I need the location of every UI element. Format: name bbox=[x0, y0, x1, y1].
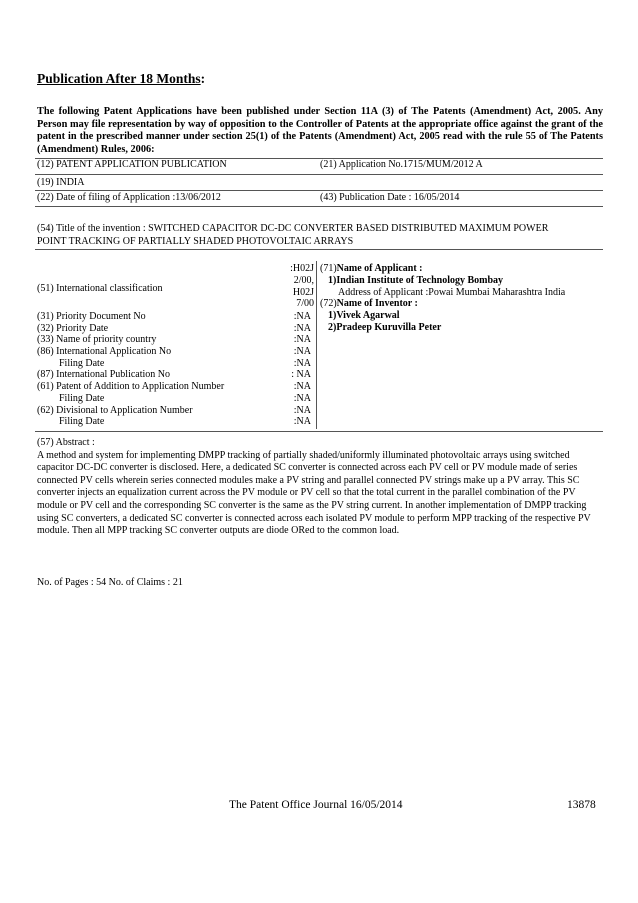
classification-values bbox=[270, 263, 314, 310]
publication-date: (43) Publication Date : 16/05/2014 bbox=[320, 192, 460, 203]
field-row bbox=[37, 323, 317, 335]
inventor-name: 1)Vivek Agarwal bbox=[328, 310, 400, 322]
classification-value: :H02J bbox=[290, 263, 314, 274]
filing-date: (22) Date of filing of Application :13/06/2012 bbox=[37, 192, 221, 203]
classification-value: 7/00 bbox=[296, 298, 314, 310]
invention-title bbox=[37, 223, 603, 248]
application-number: (21) Application No.1715/MUM/2012 A bbox=[320, 159, 483, 170]
pages-claims: No. of Pages : 54 No. of Claims : 21 bbox=[37, 577, 183, 588]
field-value: :NA bbox=[293, 334, 311, 346]
divider bbox=[35, 174, 603, 175]
field-label: (31) Priority Document No bbox=[37, 311, 146, 322]
inventor-code: (72) bbox=[320, 298, 337, 310]
field-value: : NA bbox=[291, 369, 311, 381]
section-title-colon: : bbox=[200, 71, 206, 86]
field-label: (33) Name of priority country bbox=[37, 334, 157, 346]
field-value: :NA bbox=[293, 357, 311, 369]
field-value: :NA bbox=[293, 322, 311, 334]
inventor-heading bbox=[320, 298, 565, 310]
applicant-name: 1)Indian Institute of Technology Bombay bbox=[328, 274, 504, 286]
field-label: (61) Patent of Addition to Application Number bbox=[37, 381, 225, 393]
abstract-text: A method and system for implementing DMPP tracking of partially shaded/uniformly illuminated photovoltaic arrays using switched capacitor DC-DC converter is disclosed. Here, a dedicated SC converter is connected across each PV cell or PV module made of series connected PV cells wherein series connected modules make a PV string and parallel connected PV strings make up a PV array. This SC converter injects an equalization current across the PV module or PV cell so that the total current in the parallel combination of the PV module or PV cell and the corresponding SC converter is the same as the PV string current. In another implementation of DMPP tracking using SC converters, a dedicated SC converter is connected across each isolated PV module to perform MPP tracking of the respective PV module. Then all MPP tracking SC converter outputs are diode ORed to the common load. bbox=[37, 449, 591, 537]
field-row bbox=[37, 334, 317, 346]
field-row bbox=[37, 346, 317, 358]
field-label: (87) International Publication No bbox=[37, 369, 171, 381]
country: (19) INDIA bbox=[37, 177, 85, 188]
field-value: :NA bbox=[293, 311, 311, 322]
applicant-block bbox=[320, 263, 565, 334]
journal-footer: The Patent Office Journal 16/05/2014 bbox=[229, 799, 403, 811]
field-list bbox=[37, 311, 317, 428]
field-value: :NA bbox=[293, 346, 311, 358]
field-value: :NA bbox=[293, 381, 311, 393]
field-row bbox=[37, 358, 317, 370]
section-title: Publication After 18 Months bbox=[37, 71, 201, 86]
classification-value: H02J bbox=[292, 286, 314, 298]
intro-paragraph: The following Patent Applications have been published under Section 11A (3) of The Patents (Amendment) Act, 2005. Any Person may file representation by way of opposition to the Controller of Patents at the appropriate office against the grant of the patent in the prescribed manner under section 25(1) of the Patents (Amendment) Act, 2005 read with the rule 55 of The Patents (Amendment) Rules, 2006: bbox=[37, 106, 603, 155]
divider bbox=[35, 431, 603, 432]
applicant-heading bbox=[320, 263, 565, 275]
field-row bbox=[37, 311, 317, 323]
divider bbox=[35, 206, 603, 207]
applicant-code: (71) bbox=[320, 263, 337, 274]
applicant-address: Address of Applicant :Powai Mumbai Maharashtra India bbox=[338, 286, 566, 298]
field-row bbox=[37, 393, 317, 405]
field-value: :NA bbox=[293, 416, 311, 428]
field-label: (32) Priority Date bbox=[37, 322, 109, 334]
applicant-heading-text: Name of Applicant : bbox=[336, 263, 423, 274]
section-heading bbox=[37, 71, 205, 87]
publication-type: (12) PATENT APPLICATION PUBLICATION bbox=[37, 159, 227, 170]
classification-value: 2/00, bbox=[293, 274, 314, 286]
field-row bbox=[37, 381, 317, 393]
field-row bbox=[37, 416, 317, 428]
field-value: :NA bbox=[293, 404, 311, 416]
field-label: Filing Date bbox=[59, 392, 105, 404]
invention-title-line: POINT TRACKING OF PARTIALLY SHADED PHOTOVOLTAIC ARRAYS bbox=[37, 235, 354, 247]
field-row bbox=[37, 405, 317, 417]
invention-title-line: (54) Title of the invention : SWITCHED CAPACITOR DC-DC CONVERTER BASED DISTRIBUTED MAXIMUM POWER bbox=[37, 223, 549, 234]
divider bbox=[35, 249, 603, 250]
classification-label: (51) International classification bbox=[37, 283, 163, 294]
field-label: (62) Divisional to Application Number bbox=[37, 404, 193, 416]
abstract-label: (57) Abstract : bbox=[37, 437, 95, 448]
inventor-heading-text: Name of Inventor : bbox=[336, 298, 418, 310]
field-value: :NA bbox=[293, 392, 311, 404]
field-label: Filing Date bbox=[59, 416, 105, 428]
field-row bbox=[37, 369, 317, 381]
inventor-name: 2)Pradeep Kuruvilla Peter bbox=[328, 321, 442, 333]
divider bbox=[35, 190, 603, 191]
page-number: 13878 bbox=[567, 799, 596, 811]
field-label: Filing Date bbox=[59, 357, 105, 369]
field-label: (86) International Application No bbox=[37, 346, 172, 358]
abstract bbox=[37, 437, 605, 538]
